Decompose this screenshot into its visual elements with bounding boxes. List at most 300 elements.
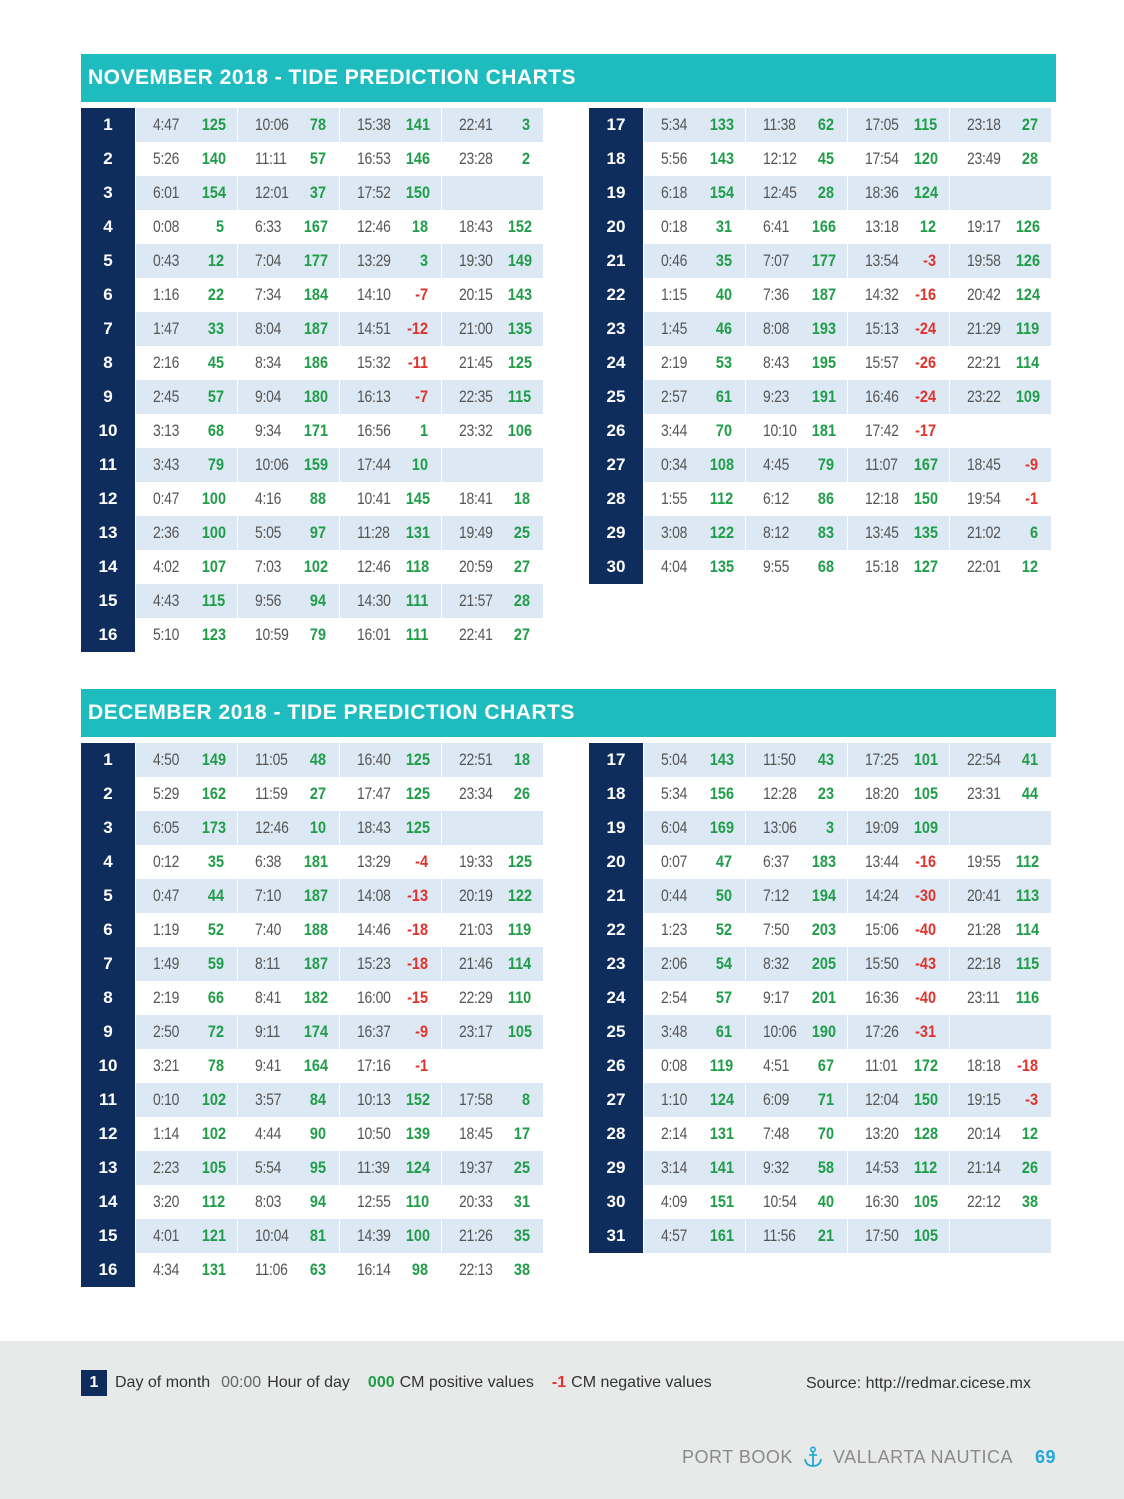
tide-time: 22:29 <box>459 988 493 1007</box>
tide-height: 119 <box>1015 319 1040 338</box>
tide-height: 3 <box>825 818 834 837</box>
tide-entry <box>643 176 745 210</box>
tide-row <box>81 108 543 142</box>
tide-height: -24 <box>915 319 936 338</box>
tide-height: 44 <box>1021 784 1038 803</box>
tide-time: 4:50 <box>153 750 180 769</box>
tide-time: 10:41 <box>357 489 391 508</box>
tide-height: 108 <box>709 455 735 474</box>
tide-entry <box>237 1219 339 1253</box>
tide-entry <box>847 811 949 845</box>
tide-time: 12:12 <box>763 149 797 168</box>
tide-entry <box>339 811 441 845</box>
tide-time: 11:07 <box>865 455 898 474</box>
tide-entry <box>237 777 339 811</box>
tide-row <box>589 448 1051 482</box>
tide-height: 54 <box>715 954 732 973</box>
tide-entry <box>237 516 339 550</box>
tide-time: 10:06 <box>763 1022 797 1041</box>
tide-height: 18 <box>513 489 530 508</box>
tide-time: 13:29 <box>357 251 391 270</box>
tide-row <box>81 210 543 244</box>
tide-entry <box>643 108 745 142</box>
tide-entry <box>339 380 441 414</box>
day-number: 3 <box>81 176 135 210</box>
tide-entry <box>441 913 543 947</box>
tide-time: 10:06 <box>255 115 289 134</box>
tide-time: 9:34 <box>255 421 282 440</box>
tide-height: 173 <box>201 818 227 837</box>
tide-time: 6:37 <box>763 852 790 871</box>
day-number: 19 <box>589 811 643 845</box>
tide-row <box>589 947 1051 981</box>
tide-time: 6:04 <box>661 818 688 837</box>
tide-entry <box>339 414 441 448</box>
tide-height: 125 <box>405 750 431 769</box>
tide-time: 1:15 <box>661 285 688 304</box>
tide-height: 118 <box>405 557 430 576</box>
tide-time: 10:13 <box>357 1090 391 1109</box>
tide-time: 12:28 <box>763 784 797 803</box>
brand <box>682 1446 1056 1468</box>
tide-time: 14:30 <box>357 591 391 610</box>
tide-time: 2:54 <box>661 988 688 1007</box>
tide-entry <box>949 210 1051 244</box>
tide-time: 19:30 <box>459 251 493 270</box>
tide-height: 180 <box>303 387 329 406</box>
tide-height: 119 <box>507 920 532 939</box>
tide-entry <box>745 777 847 811</box>
tide-row <box>81 550 543 584</box>
tide-entry <box>847 414 949 448</box>
tide-time: 8:32 <box>763 954 790 973</box>
tide-height: 45 <box>817 149 834 168</box>
tide-time: 21:57 <box>459 591 493 610</box>
tide-time: 11:38 <box>763 115 796 134</box>
tide-time: 2:16 <box>153 353 180 372</box>
tide-time: 12:46 <box>357 557 391 576</box>
day-number: 11 <box>81 1083 135 1117</box>
tide-time: 19:49 <box>459 523 493 542</box>
tide-entry <box>949 550 1051 584</box>
tide-height: 187 <box>811 285 837 304</box>
tide-entry <box>135 346 237 380</box>
tide-time: 20:14 <box>967 1124 1001 1143</box>
tide-row <box>589 108 1051 142</box>
tide-height: 169 <box>709 818 735 837</box>
tide-entry <box>745 550 847 584</box>
tide-time: 23:18 <box>967 115 1001 134</box>
tide-time: 0:10 <box>153 1090 180 1109</box>
tide-time: 8:41 <box>255 988 282 1007</box>
tide-entry <box>135 482 237 516</box>
tide-height: 177 <box>303 251 329 270</box>
tide-height: 10 <box>411 455 428 474</box>
tide-time: 10:10 <box>763 421 797 440</box>
tide-time: 5:10 <box>153 625 180 644</box>
tide-time: 9:17 <box>763 988 790 1007</box>
day-number: 24 <box>589 981 643 1015</box>
tide-height: 131 <box>405 523 431 542</box>
tide-entry <box>745 913 847 947</box>
day-number: 28 <box>589 482 643 516</box>
tide-time: 19:33 <box>459 852 493 871</box>
tide-time: 1:45 <box>661 319 688 338</box>
tide-entry <box>643 1049 745 1083</box>
tide-height: 78 <box>207 1056 224 1075</box>
tide-time: 8:11 <box>255 954 281 973</box>
tide-row <box>589 845 1051 879</box>
day-number: 10 <box>81 1049 135 1083</box>
tide-entry <box>237 550 339 584</box>
tide-time: 16:13 <box>357 387 391 406</box>
tide-entry <box>847 1083 949 1117</box>
tide-row <box>589 811 1051 845</box>
tide-time: 3:21 <box>153 1056 180 1075</box>
tide-entry <box>135 1117 237 1151</box>
tide-time: 3:08 <box>661 523 688 542</box>
tide-entry <box>847 346 949 380</box>
tide-entry <box>237 108 339 142</box>
tide-row <box>589 414 1051 448</box>
tide-time: 9:04 <box>255 387 282 406</box>
tide-time: 7:04 <box>255 251 282 270</box>
tide-entry <box>847 743 949 777</box>
tide-row <box>589 1049 1051 1083</box>
tide-time: 22:35 <box>459 387 493 406</box>
tide-height: -11 <box>407 353 428 372</box>
tide-entry <box>643 550 745 584</box>
tide-height: 123 <box>201 625 227 644</box>
day-number: 25 <box>589 1015 643 1049</box>
tide-entry <box>745 448 847 482</box>
tide-height: 25 <box>513 523 530 542</box>
tide-height: -7 <box>415 285 428 304</box>
tide-height: 97 <box>309 523 326 542</box>
day-number: 9 <box>81 1015 135 1049</box>
tide-row <box>81 1185 543 1219</box>
tide-height: 27 <box>1021 115 1038 134</box>
tide-entry <box>949 346 1051 380</box>
day-number: 6 <box>81 913 135 947</box>
tide-height: 66 <box>207 988 224 1007</box>
tide-time: 21:14 <box>967 1158 1001 1177</box>
tide-height: 106 <box>507 421 533 440</box>
tide-time: 12:04 <box>865 1090 899 1109</box>
tide-time: 4:51 <box>763 1056 790 1075</box>
november-title: NOVEMBER 2018 - TIDE PREDICTION CHARTS <box>81 54 1056 102</box>
tide-entry <box>237 448 339 482</box>
tide-time: 18:43 <box>459 217 493 236</box>
tide-height: 98 <box>411 1260 428 1279</box>
tide-time: 7:40 <box>255 920 282 939</box>
tide-entry <box>847 1151 949 1185</box>
tide-time: 2:36 <box>153 523 180 542</box>
tide-height: 12 <box>1021 557 1038 576</box>
tide-time: 0:07 <box>661 852 688 871</box>
tide-height: 100 <box>201 489 227 508</box>
tide-height: 28 <box>817 183 834 202</box>
tide-entry <box>949 1219 1051 1253</box>
tide-row <box>589 142 1051 176</box>
tide-time: 19:37 <box>459 1158 493 1177</box>
tide-time: 9:56 <box>255 591 282 610</box>
tide-time: 11:39 <box>357 1158 390 1177</box>
page-number: 69 <box>1034 1446 1056 1467</box>
tide-entry <box>949 414 1051 448</box>
tide-entry <box>949 913 1051 947</box>
tide-entry <box>949 1185 1051 1219</box>
tide-time: 13:06 <box>763 818 797 837</box>
tide-entry <box>441 1015 543 1049</box>
tide-height: 186 <box>303 353 329 372</box>
tide-height: 61 <box>715 387 732 406</box>
tide-row <box>589 913 1051 947</box>
tide-entry <box>745 1015 847 1049</box>
tide-time: 12:01 <box>255 183 289 202</box>
tide-time: 0:08 <box>661 1056 688 1075</box>
tide-time: 12:46 <box>255 818 289 837</box>
tide-height: 141 <box>709 1158 735 1177</box>
tide-time: 19:58 <box>967 251 1001 270</box>
tide-height: 53 <box>715 353 732 372</box>
tide-entry <box>441 482 543 516</box>
tide-entry <box>441 1253 543 1287</box>
tide-row <box>81 981 543 1015</box>
tide-height: 143 <box>709 750 735 769</box>
tide-row <box>589 210 1051 244</box>
tide-time: 10:59 <box>255 625 289 644</box>
december-table-right <box>589 743 1051 1253</box>
tide-time: 5:26 <box>153 149 180 168</box>
tide-row <box>81 414 543 448</box>
tide-height: -17 <box>915 421 936 440</box>
tide-entry <box>237 1253 339 1287</box>
tide-time: 13:54 <box>865 251 899 270</box>
november-table-right <box>589 108 1051 584</box>
tide-entry <box>643 482 745 516</box>
tide-height: 190 <box>811 1022 837 1041</box>
tide-entry <box>135 618 237 652</box>
tide-height: 114 <box>1015 353 1040 372</box>
tide-time: 5:34 <box>661 115 688 134</box>
tide-time: 14:46 <box>357 920 391 939</box>
tide-height: -4 <box>415 852 428 871</box>
tide-height: 12 <box>207 251 224 270</box>
tide-height: 131 <box>709 1124 735 1143</box>
tide-entry <box>339 1083 441 1117</box>
tide-time: 19:54 <box>967 489 1001 508</box>
tide-height: 102 <box>303 557 329 576</box>
december-title: DECEMBER 2018 - TIDE PREDICTION CHARTS <box>81 689 1056 737</box>
tide-height: 57 <box>207 387 224 406</box>
tide-entry <box>237 1151 339 1185</box>
tide-height: 57 <box>715 988 732 1007</box>
day-number: 29 <box>589 1151 643 1185</box>
tide-entry <box>745 346 847 380</box>
tide-time: 9:41 <box>255 1056 282 1075</box>
tide-time: 10:54 <box>763 1192 797 1211</box>
tide-entry <box>135 981 237 1015</box>
tide-time: 23:34 <box>459 784 493 803</box>
tide-height: 126 <box>1015 251 1041 270</box>
tide-entry <box>135 312 237 346</box>
tide-entry <box>339 516 441 550</box>
tide-time: 21:29 <box>967 319 1001 338</box>
tide-time: 18:20 <box>865 784 899 803</box>
tide-time: 5:56 <box>661 149 688 168</box>
tide-entry <box>847 448 949 482</box>
tide-height: 150 <box>913 1090 939 1109</box>
tide-time: 14:08 <box>357 886 391 905</box>
tide-entry <box>135 244 237 278</box>
tide-row <box>589 550 1051 584</box>
tide-time: 6:41 <box>763 217 790 236</box>
tide-entry <box>847 1219 949 1253</box>
tide-height: 23 <box>817 784 834 803</box>
tide-entry <box>339 1015 441 1049</box>
tide-entry <box>847 1015 949 1049</box>
tide-height: -1 <box>1025 489 1038 508</box>
tide-entry <box>441 947 543 981</box>
tide-time: 17:54 <box>865 149 899 168</box>
tide-entry <box>237 743 339 777</box>
tide-entry <box>339 913 441 947</box>
tide-time: 22:18 <box>967 954 1001 973</box>
day-number: 5 <box>81 879 135 913</box>
tide-entry <box>441 1083 543 1117</box>
tide-time: 11:28 <box>357 523 390 542</box>
tide-row <box>589 482 1051 516</box>
day-number: 1 <box>81 108 135 142</box>
day-number: 10 <box>81 414 135 448</box>
tide-entry <box>135 1015 237 1049</box>
day-number: 23 <box>589 947 643 981</box>
tide-height: 72 <box>207 1022 224 1041</box>
tide-entry <box>441 981 543 1015</box>
tide-time: 6:12 <box>763 489 790 508</box>
tide-height: 41 <box>1021 750 1038 769</box>
tide-time: 12:46 <box>357 217 391 236</box>
tide-time: 13:44 <box>865 852 899 871</box>
tide-height: 111 <box>405 625 429 644</box>
tide-entry <box>339 1185 441 1219</box>
tide-time: 15:57 <box>865 353 899 372</box>
day-number: 8 <box>81 981 135 1015</box>
source-text: Source: http://redmar.cicese.mx <box>806 1375 1031 1392</box>
tide-time: 4:02 <box>153 557 180 576</box>
tide-entry <box>135 176 237 210</box>
tide-height: 68 <box>817 557 834 576</box>
tide-height: 167 <box>913 455 939 474</box>
tide-height: 37 <box>309 183 326 202</box>
tide-entry <box>135 811 237 845</box>
tide-entry <box>745 312 847 346</box>
tide-entry <box>339 947 441 981</box>
tide-height: -13 <box>407 886 428 905</box>
tide-time: 21:00 <box>459 319 493 338</box>
tide-entry <box>135 777 237 811</box>
tide-entry <box>745 1185 847 1219</box>
tide-time: 20:19 <box>459 886 493 905</box>
tide-entry <box>339 1219 441 1253</box>
tide-height: 182 <box>303 988 329 1007</box>
tide-height: 70 <box>715 421 732 440</box>
tide-height: 62 <box>817 115 834 134</box>
tide-time: 23:49 <box>967 149 1001 168</box>
tide-row <box>81 312 543 346</box>
tide-time: 16:30 <box>865 1192 899 1211</box>
tide-height: 119 <box>709 1056 734 1075</box>
tide-height: 110 <box>507 988 532 1007</box>
tide-time: 10:04 <box>255 1226 289 1245</box>
day-number: 30 <box>589 1185 643 1219</box>
tide-entry <box>135 278 237 312</box>
tide-entry <box>237 414 339 448</box>
day-number: 17 <box>589 108 643 142</box>
tide-entry <box>745 278 847 312</box>
tide-height: 171 <box>303 421 329 440</box>
tide-entry <box>135 913 237 947</box>
tide-time: 1:16 <box>153 285 180 304</box>
tide-height: 174 <box>303 1022 329 1041</box>
tide-height: 149 <box>201 750 227 769</box>
day-number: 22 <box>589 278 643 312</box>
tide-entry <box>745 108 847 142</box>
tide-row <box>81 618 543 652</box>
tide-entry <box>949 482 1051 516</box>
tide-time: 3:43 <box>153 455 180 474</box>
tide-height: 33 <box>207 319 224 338</box>
tide-entry <box>135 210 237 244</box>
tide-time: 8:43 <box>763 353 790 372</box>
tide-entry <box>135 947 237 981</box>
tide-height: 45 <box>207 353 224 372</box>
tide-entry <box>339 743 441 777</box>
tide-height: -31 <box>915 1022 936 1041</box>
tide-entry <box>237 346 339 380</box>
tide-entry <box>237 482 339 516</box>
day-number: 14 <box>81 1185 135 1219</box>
tide-time: 19:17 <box>967 217 1001 236</box>
tide-entry <box>745 176 847 210</box>
tide-entry <box>135 550 237 584</box>
tide-entry <box>441 1185 543 1219</box>
tide-time: 11:06 <box>255 1260 288 1279</box>
tide-entry <box>441 414 543 448</box>
tide-time: 8:03 <box>255 1192 282 1211</box>
tide-row <box>81 244 543 278</box>
tide-height: 105 <box>201 1158 227 1177</box>
december-section <box>81 689 1056 1279</box>
tide-row <box>81 1117 543 1151</box>
day-number: 19 <box>589 176 643 210</box>
tide-entry <box>643 516 745 550</box>
tide-entry <box>643 1083 745 1117</box>
tide-entry <box>949 448 1051 482</box>
tide-entry <box>237 142 339 176</box>
tide-entry <box>643 142 745 176</box>
tide-entry <box>643 414 745 448</box>
tide-height: -3 <box>1025 1090 1038 1109</box>
tide-entry <box>237 1015 339 1049</box>
tide-entry <box>237 618 339 652</box>
tide-entry <box>339 448 441 482</box>
tide-entry <box>745 142 847 176</box>
anchor-icon <box>803 1446 823 1468</box>
tide-time: 0:12 <box>153 852 180 871</box>
tide-entry <box>135 142 237 176</box>
